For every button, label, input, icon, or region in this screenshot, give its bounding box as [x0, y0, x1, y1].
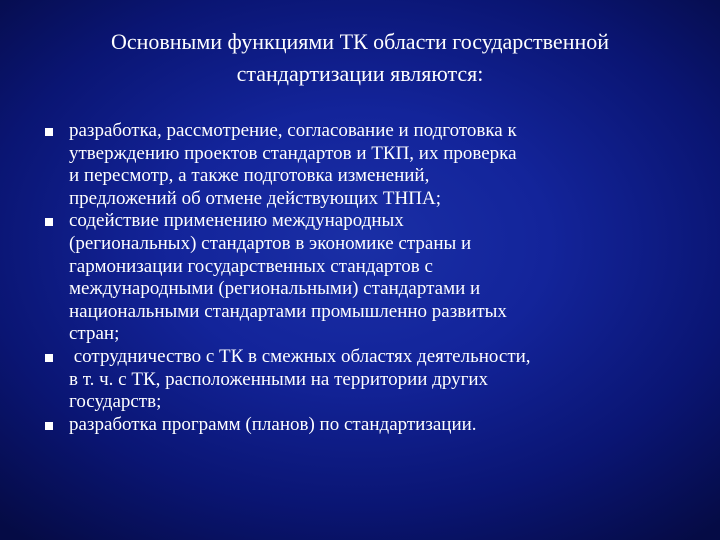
bullet-line: национальными стандартами промышленно развитых [69, 300, 507, 322]
bullet-item-development [44, 120, 684, 210]
bullet-line: в т. ч. с ТК, расположенными на территории других [69, 368, 489, 390]
bullet-line: и пересмотр, а также подготовка изменений, [69, 165, 430, 187]
bullet-line: сотрудничество с ТК в смежных областях деятельности, [69, 345, 531, 367]
bullet-line: государств; [69, 391, 162, 413]
slide-title-line-2: стандартизации являются: [236, 61, 484, 86]
bullet-line: (региональных) стандартов в экономике страны и [69, 232, 472, 254]
bullet-list [44, 120, 684, 436]
slide-title-line-1: Основными функциями ТК области государственной [110, 29, 610, 54]
square-bullet-icon [45, 218, 53, 226]
bullet-line: предложений об отмене действующих ТНПА; [69, 187, 441, 209]
square-bullet-icon [45, 354, 53, 362]
bullet-item-programs [44, 414, 684, 437]
bullet-line: разработка, рассмотрение, согласование и подготовка к [69, 120, 517, 141]
bullet-line: гармонизации государственных стандартов с [69, 255, 433, 277]
bullet-item-assistance [44, 210, 684, 346]
bullet-item-cooperation [44, 346, 684, 414]
bullet-line: стран; [69, 323, 120, 345]
square-bullet-icon [45, 422, 53, 430]
slide-title [20, 26, 700, 90]
bullet-line: содействие применению международных [69, 210, 404, 232]
square-bullet-icon [45, 128, 53, 136]
bullet-line: разработка программ (планов) по стандартизации. [69, 413, 477, 435]
bullet-line: утверждению проектов стандартов и ТКП, их проверка [69, 142, 517, 164]
bullet-line: международными (региональными) стандартами и [69, 278, 481, 300]
